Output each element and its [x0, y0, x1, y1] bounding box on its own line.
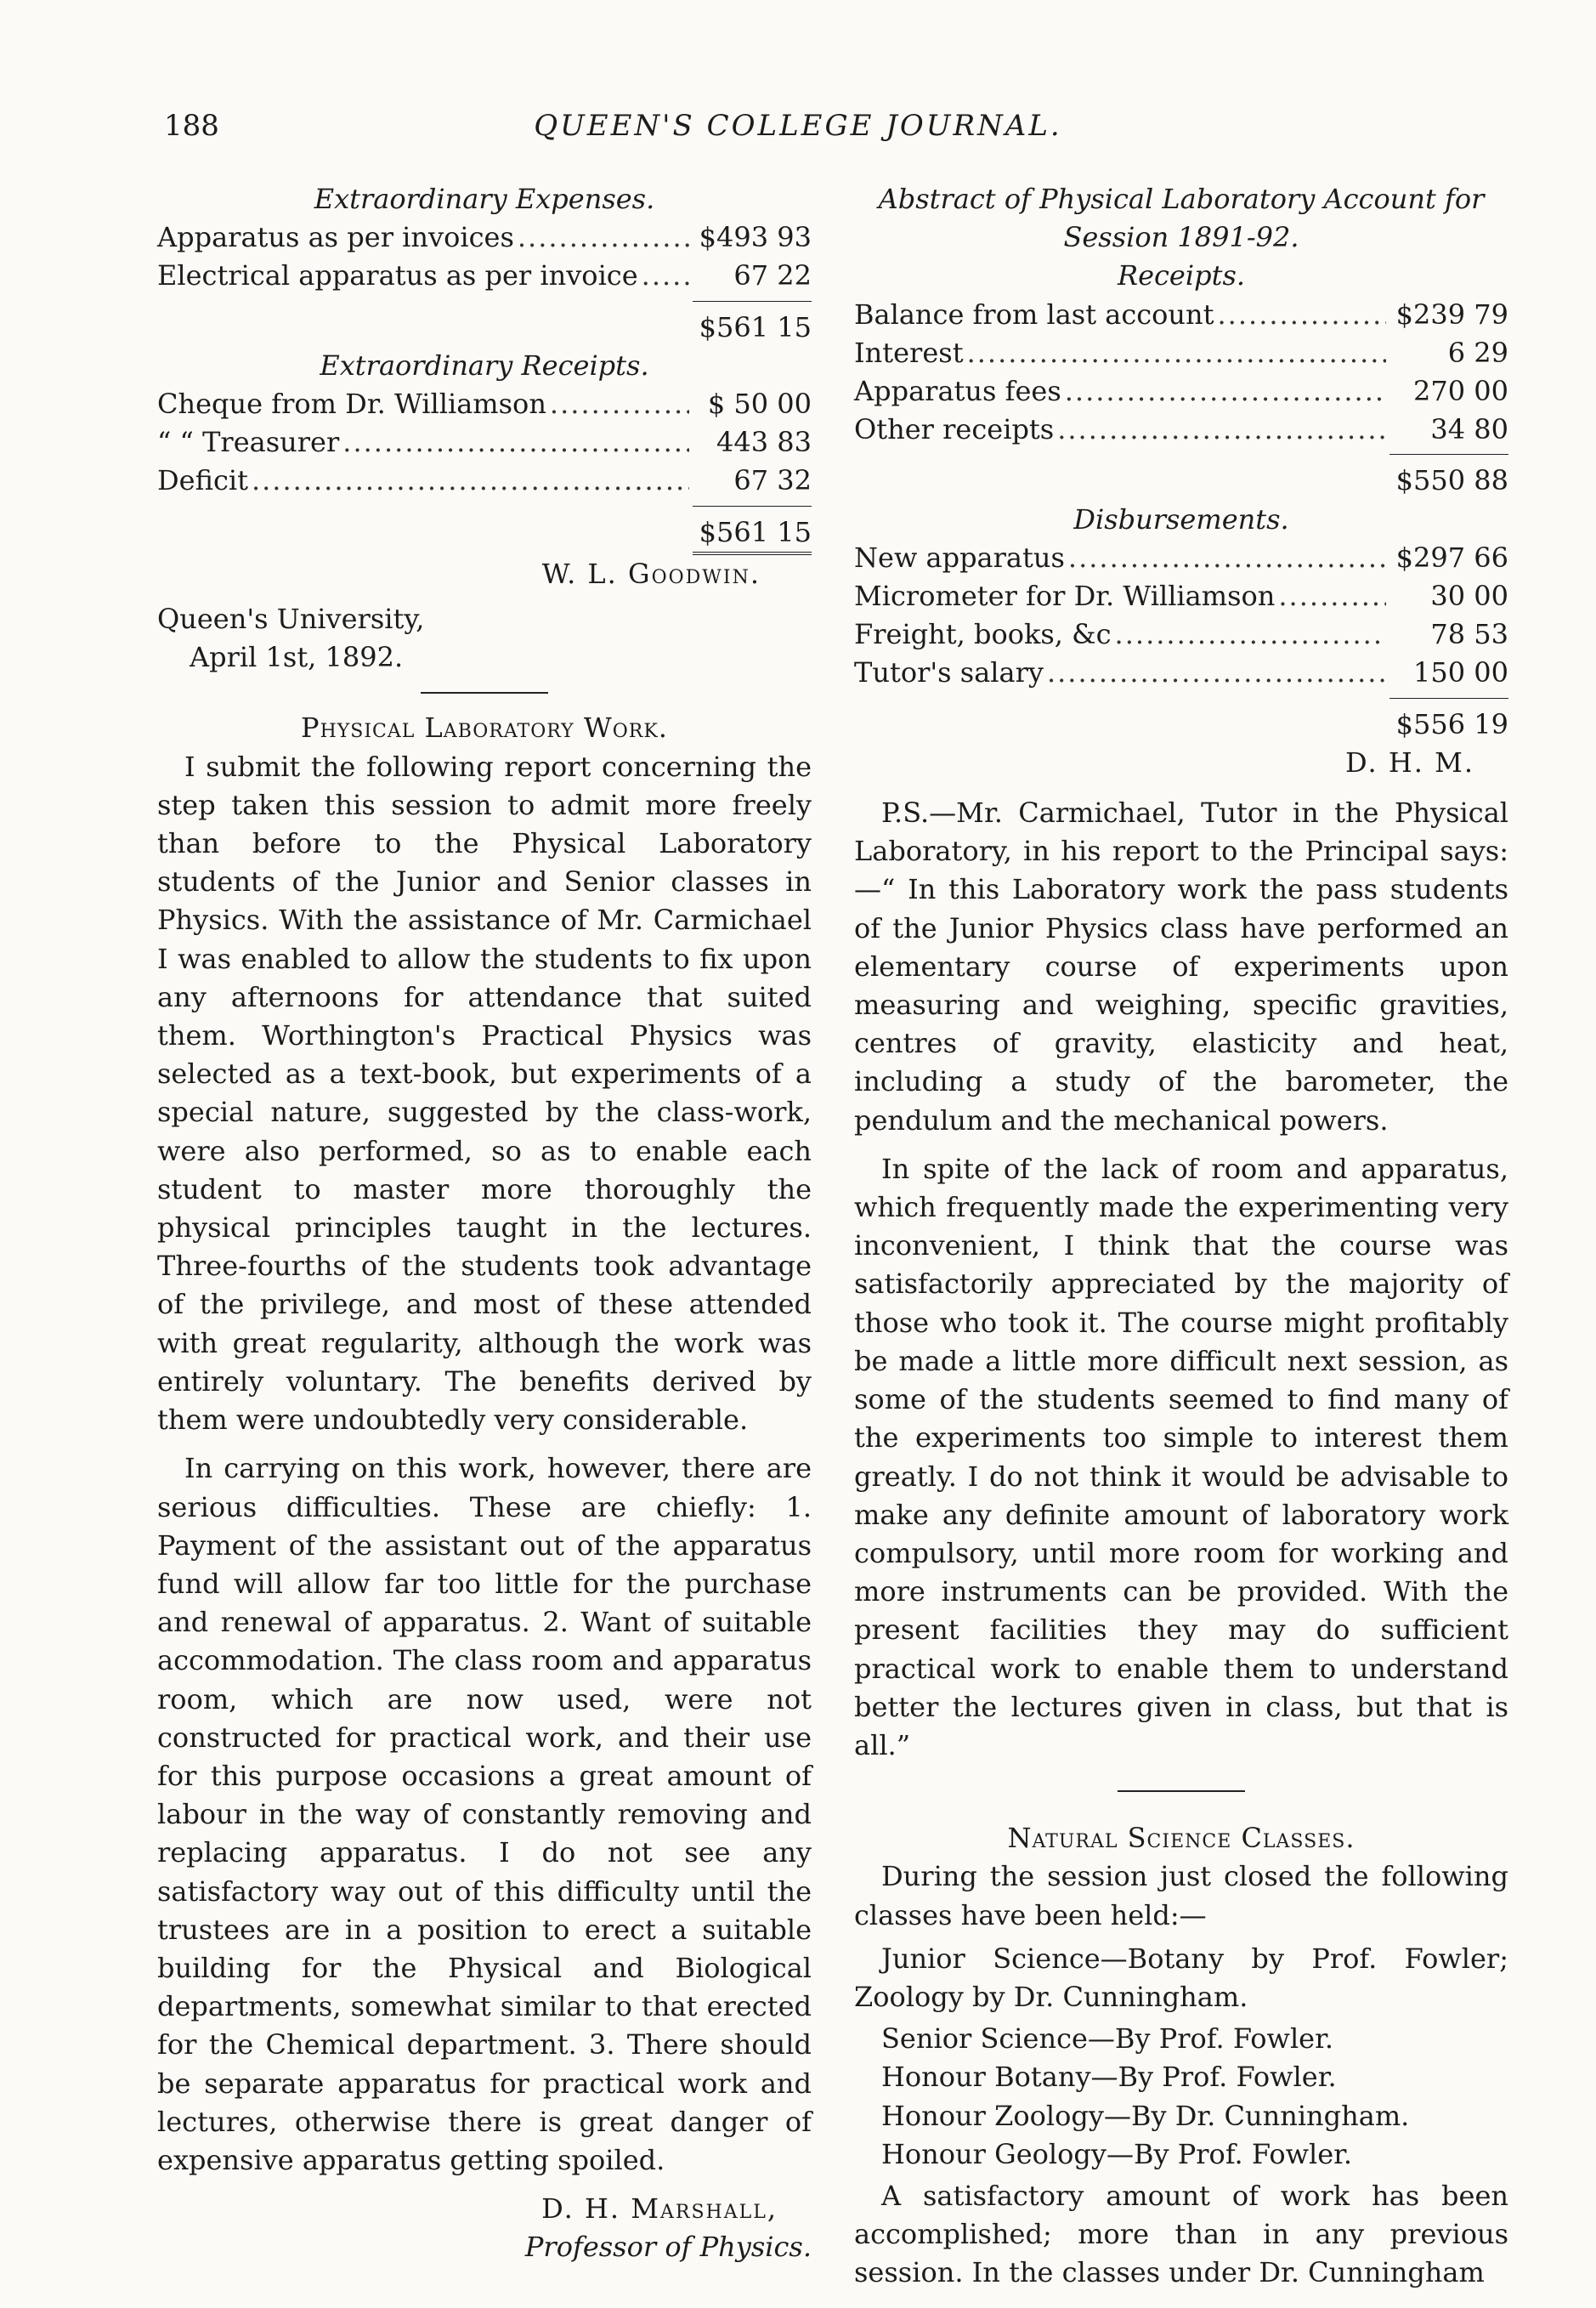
dot-leader	[1057, 411, 1386, 449]
total-rule	[1389, 698, 1508, 699]
ledger-row	[854, 539, 1508, 577]
total-rule	[693, 301, 812, 302]
signature: D. H. M.	[1344, 746, 1474, 779]
dot-leader	[518, 218, 689, 257]
ledger-desc: Cheque from Dr. Williamson	[157, 388, 546, 421]
section-heading: Natural Science Classes.	[1007, 1822, 1355, 1855]
ledger-amount: $239 79	[1395, 298, 1508, 331]
body-paragraph: In spite of the lack of room and apparatus, which frequently made the experimenting very inconvenient, I think that the course was satisfactorily appreciated by the majority of those who took it. The course might profitably be made a little more difficult next session, as some of the students seemed to find many of the experiments too simple to interest them greatly. I do not think it would be advisable to make any definite amount of laboratory work compulsory, until more room for working and more instruments can be provided. With the present facilities they may do sufficient practical work to enable them to understand better the lectures given in class, but that is all.”	[854, 1152, 1508, 1761]
ledger-row	[157, 423, 812, 462]
ledger-amount: $493 93	[699, 221, 812, 254]
dot-leader	[1218, 296, 1387, 334]
ledger-total: $561 15	[699, 515, 812, 548]
ledger-desc: New apparatus	[854, 541, 1065, 574]
dateline	[157, 600, 812, 677]
body-paragraph: P.S.—Mr. Carmichael, Tutor in the Physical Laboratory, in his report to the Principal says:—“ In this Laboratory work the pass students of the Junior Physics class have performed an elementary course of experiments upon measuring and weighing, specific gravities, centres of gravity, elasticity and heat, including a study of the barometer, the pendulum and the mechanical powers.	[854, 797, 1508, 1137]
class-item: Honour Botany—By Prof. Fowler.	[881, 2061, 1337, 2094]
ledger-total: $556 19	[1395, 707, 1508, 740]
ledger-total: $550 88	[1395, 464, 1508, 497]
ledger-amount: 34 80	[1430, 413, 1508, 446]
disbursements-heading: Disbursements.	[1073, 502, 1289, 536]
ledger-desc: Freight, books, &c	[854, 618, 1112, 651]
right-column	[854, 180, 1508, 2303]
body-paragraph: I submit the following report concerning the step taken this session to admit more freely than before to the Physical Laboratory students of the Junior and Senior classes in Physics. With the assistance of Mr. Carmichael I was enabled to allow the students to fix upon any afternoons for attendance that suited them. Worthington's Practical Physics was selected as a text-book, but experiments of a special nature, suggested by the class-work, were also performed, so as to enable each student to master more thoroughly the physical principles taught in the lectures. Three-fourths of the students took advantage of the privilege, and most of these attended with great regularity, although the work was entirely voluntary. The benefits derived by them were undoubtedly very considerable.	[157, 750, 812, 1437]
section-divider	[421, 692, 548, 694]
dot-leader	[1278, 577, 1386, 615]
section-divider	[1118, 1790, 1245, 1792]
ledger-row	[854, 577, 1508, 615]
ledger-row	[854, 615, 1508, 654]
dot-leader	[642, 257, 689, 295]
ledger-total: $561 15	[699, 310, 812, 343]
ledger-amount: $297 66	[1395, 541, 1508, 574]
total-rule	[693, 506, 812, 507]
dot-leader	[342, 423, 689, 462]
ledger-amount: 67 32	[733, 464, 812, 497]
ledger-row	[157, 385, 812, 423]
section-heading: Physical Laboratory Work.	[301, 712, 668, 745]
closing-title: Professor of Physics.	[524, 2231, 812, 2264]
ledger-desc: Tutor's salary	[854, 656, 1044, 689]
ledger-total-row	[157, 309, 812, 347]
extraordinary-receipts-heading: Extraordinary Receipts.	[320, 349, 649, 382]
ledger-row	[157, 257, 812, 295]
ledger-row	[157, 218, 812, 257]
ledger-amount: 6 29	[1447, 336, 1508, 369]
body-paragraph: In carrying on this work, however, there are serious difficulties. These are chiefly: 1. Payment of the assistant out of the apparatus fund will allow far too little for the purchase and renewal of apparatus. 2. Want of suitable accommodation. The class room and apparatus room, which are now used, were not constructed for practical work, and their use for this purpose occasions a great amount of labour in the way of constantly removing and replacing apparatus. I do not see any satisfactory way out of this difficulty until the trustees are in a position to erect a suitable building for the Physical and Biological departments, somewhat similar to that erected for the Chemical department. 3. There should be separate apparatus for practical work and lectures, otherwise there is great danger of expensive apparatus getting spoiled.	[157, 1452, 812, 2176]
page-number: 188	[164, 109, 219, 143]
ledger-amount: 78 53	[1430, 618, 1508, 651]
dot-leader	[252, 462, 689, 500]
closing-name: D. H. Marshall,	[541, 2192, 778, 2226]
dot-leader	[1068, 539, 1386, 577]
ledger-row	[854, 334, 1508, 372]
receipts-heading: Receipts.	[1117, 259, 1246, 292]
ledger-row	[854, 372, 1508, 411]
place-line: Queen's University,	[157, 603, 425, 636]
dot-leader	[1065, 372, 1386, 411]
class-item: Senior Science—By Prof. Fowler.	[881, 2022, 1334, 2056]
left-column	[157, 180, 812, 2267]
journal-title: QUEEN'S COLLEGE JOURNAL.	[534, 109, 1062, 143]
ledger-total-row	[854, 706, 1508, 744]
ledger-desc: Micrometer for Dr. Williamson	[854, 580, 1276, 613]
ledger-desc: Apparatus fees	[854, 375, 1061, 408]
abstract-heading: Abstract of Physical Laboratory Account for Session 1891-92.	[878, 183, 1485, 254]
ledger-total-row	[854, 462, 1508, 500]
extraordinary-expenses-heading: Extraordinary Expenses.	[314, 183, 655, 215]
ledger-row	[157, 462, 812, 500]
ledger-total-row	[157, 513, 812, 552]
class-item: Junior Science—Botany by Prof. Fowler; Zoology by Dr. Cunningham.	[854, 1942, 1508, 2013]
ledger-amount: 67 22	[733, 259, 812, 292]
body-paragraph: During the session just closed the following classes have been held:—	[854, 1860, 1508, 1931]
ledger-amount: 150 00	[1413, 656, 1508, 689]
ledger-amount: 443 83	[716, 426, 812, 459]
ledger-amount: $ 50 00	[707, 388, 812, 421]
ledger-desc: Deficit	[157, 464, 248, 497]
ledger-desc: Apparatus as per invoices	[157, 221, 514, 254]
body-paragraph: A satisfactory amount of work has been accomplished; more than in any previous session. In the classes under Dr. Cunningham	[854, 2179, 1508, 2289]
dot-leader	[1047, 654, 1386, 692]
signature: W. L. Goodwin.	[541, 557, 761, 590]
ledger-row	[854, 296, 1508, 334]
ledger-row	[854, 411, 1508, 449]
ledger-desc: Electrical apparatus as per invoice	[157, 259, 638, 292]
class-item: Honour Geology—By Prof. Fowler.	[881, 2137, 1353, 2170]
ledger-desc: “ “ Treasurer	[157, 426, 340, 459]
total-rule	[1389, 454, 1508, 455]
dot-leader	[1115, 615, 1386, 654]
ledger-row	[854, 654, 1508, 692]
ledger-desc: Other receipts	[854, 413, 1055, 446]
date-line: April 1st, 1892.	[190, 641, 404, 674]
class-item: Honour Zoology—By Dr. Cunningham.	[881, 2099, 1410, 2132]
dot-leader	[967, 334, 1386, 372]
ledger-desc: Interest	[854, 336, 964, 369]
ledger-amount: 270 00	[1413, 375, 1508, 408]
dot-leader	[550, 385, 689, 423]
ledger-amount: 30 00	[1430, 580, 1508, 613]
page-header	[0, 109, 1596, 160]
ledger-desc: Balance from last account	[854, 298, 1214, 331]
